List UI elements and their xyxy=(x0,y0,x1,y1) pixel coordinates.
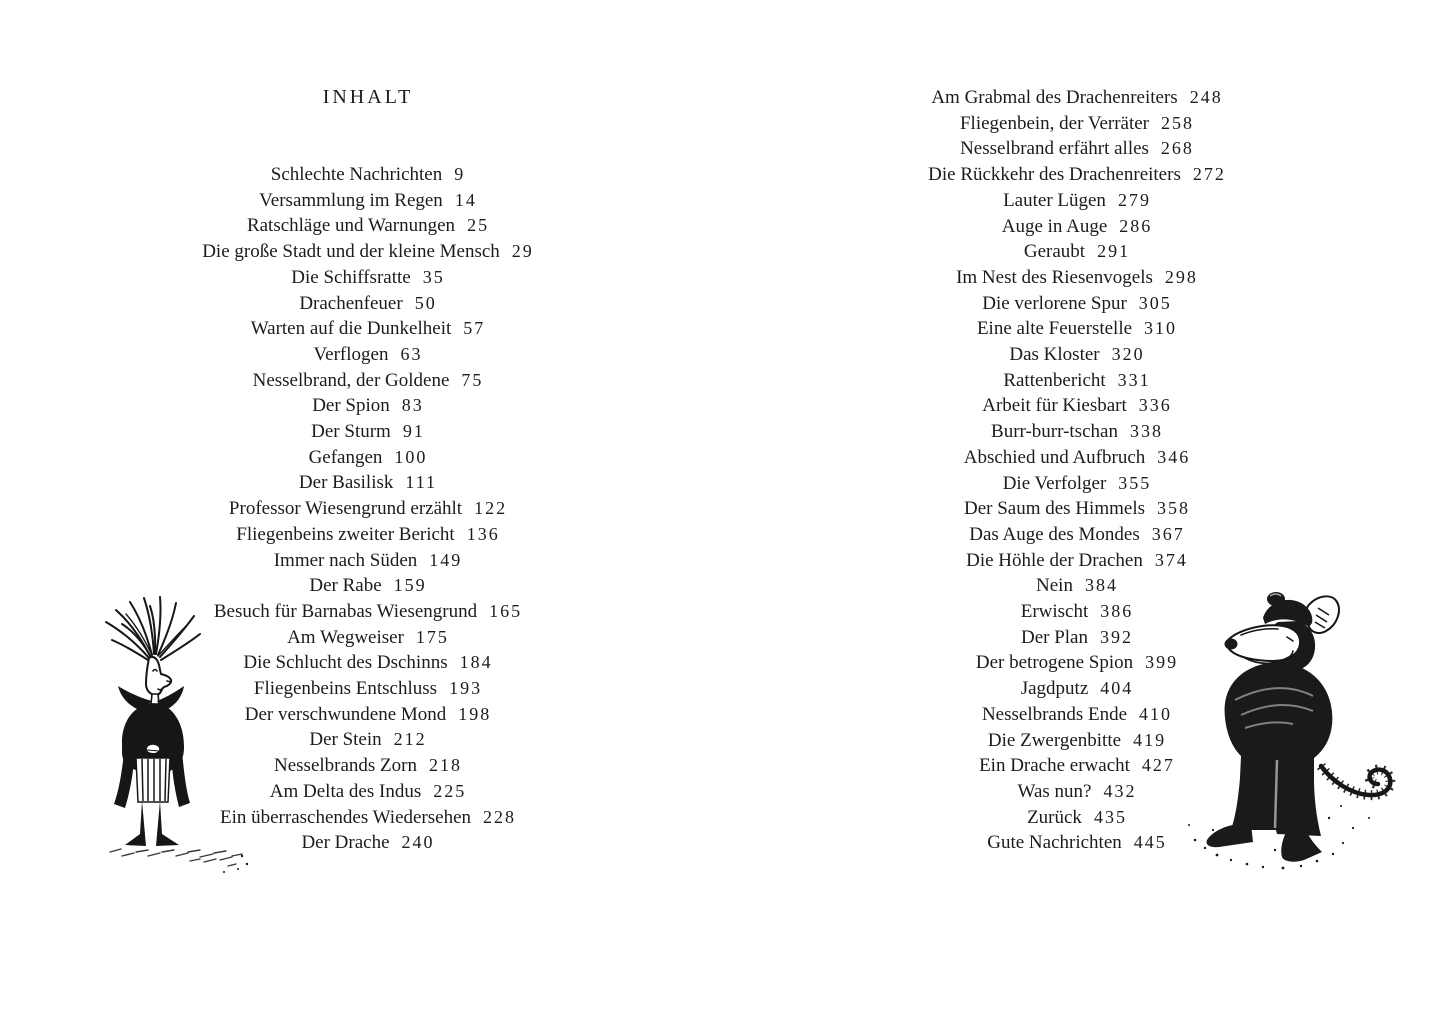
toc-entry xyxy=(68,419,668,445)
page-number: 367 xyxy=(1151,523,1185,544)
toc-entry xyxy=(777,291,1377,317)
page-number: 310 xyxy=(1144,318,1178,339)
page-number: 399 xyxy=(1145,652,1179,673)
chapter-title: Zurück xyxy=(1027,806,1082,828)
page-number: 248 xyxy=(1189,87,1223,107)
page-number: 9 xyxy=(454,164,466,184)
chapter-title: Die Schiffsratte xyxy=(291,266,411,288)
toc-entry xyxy=(777,548,1377,574)
toc-entry xyxy=(777,445,1377,471)
chapter-title: Gefangen xyxy=(308,446,383,468)
page-number: 212 xyxy=(393,729,427,750)
page-number: 384 xyxy=(1084,575,1118,596)
page-number: 392 xyxy=(1100,626,1133,647)
page-number: 427 xyxy=(1141,755,1175,776)
chapter-title: Warten auf die Dunkelheit xyxy=(250,318,452,340)
chapter-title: Fliegenbein, der Verräter xyxy=(959,112,1150,134)
page-number: 218 xyxy=(429,755,462,776)
toc-entry xyxy=(68,188,668,214)
page-number: 175 xyxy=(415,626,449,647)
page-number: 338 xyxy=(1129,421,1163,442)
toc-entry xyxy=(777,419,1377,445)
chapter-title: Gute Nachrichten xyxy=(987,832,1122,854)
page-number: 305 xyxy=(1138,292,1172,313)
chapter-title: Der Rabe xyxy=(309,575,382,597)
page-number: 111 xyxy=(405,472,438,493)
chapter-title: Der betrogene Spion xyxy=(975,652,1134,674)
page-number: 336 xyxy=(1138,395,1172,416)
chapter-title: Der Drache xyxy=(301,832,390,854)
chapter-title: Was nun? xyxy=(1017,780,1092,802)
boy-character-illustration xyxy=(92,594,254,879)
chapter-title: Auge in Auge xyxy=(1001,215,1108,237)
page-number: 291 xyxy=(1097,241,1131,262)
chapter-title: Besuch für Barnabas Wiesengrund xyxy=(213,600,478,622)
chapter-title: Professor Wiesengrund erzählt xyxy=(228,498,463,520)
page-number: 159 xyxy=(393,575,427,596)
toc-entry xyxy=(68,393,668,419)
page-number: 122 xyxy=(474,498,508,519)
chapter-title: Lauter Lügen xyxy=(1003,189,1106,211)
toc-entry xyxy=(68,342,668,368)
toc-entry xyxy=(68,548,668,574)
chapter-title: Abschied und Aufbruch xyxy=(963,446,1146,468)
toc-entry xyxy=(68,239,668,265)
page-number: 83 xyxy=(401,395,424,416)
chapter-title: Arbeit für Kiesbart xyxy=(982,395,1127,417)
page-number: 445 xyxy=(1133,832,1167,853)
chapter-title: Die Rückkehr des Drachenreiters xyxy=(928,164,1181,186)
page-number: 386 xyxy=(1100,601,1134,622)
boy-right-leg-boot xyxy=(156,801,179,846)
toc-entry xyxy=(777,496,1377,522)
page-number: 268 xyxy=(1160,138,1194,159)
chapter-title: Nein xyxy=(1036,575,1073,597)
toc-entry xyxy=(68,522,668,548)
boy-hair xyxy=(106,597,200,660)
page-number: 184 xyxy=(459,652,493,673)
chapter-title: Schlechte Nachrichten xyxy=(270,164,443,185)
chapter-title: Ratschläge und Warnungen xyxy=(246,215,456,237)
chapter-title: Der Spion xyxy=(312,395,390,417)
rat-left-boot xyxy=(1207,824,1253,847)
chapter-title: Am Delta des Indus xyxy=(269,780,422,802)
page-number: 14 xyxy=(454,189,477,210)
page-number: 435 xyxy=(1093,806,1127,827)
page-number: 149 xyxy=(429,549,463,570)
chapter-title: Nesselbrands Zorn xyxy=(274,755,417,777)
page-number: 198 xyxy=(458,703,492,724)
chapter-title: Am Grabmal des Drachenreiters xyxy=(931,87,1178,108)
page-number: 193 xyxy=(449,678,483,699)
toc-entry xyxy=(777,239,1377,265)
page-number: 374 xyxy=(1154,549,1188,570)
page-number: 355 xyxy=(1118,472,1152,493)
page-number: 346 xyxy=(1157,446,1191,467)
toc-entry xyxy=(777,136,1377,162)
toc-entry xyxy=(68,470,668,496)
toc-entry xyxy=(777,85,1377,111)
page-number: 25 xyxy=(467,215,490,236)
chapter-title: Am Wegweiser xyxy=(287,626,404,648)
page-number: 35 xyxy=(422,266,445,287)
page-number: 419 xyxy=(1133,729,1167,750)
toc-entry xyxy=(777,342,1377,368)
page-number: 258 xyxy=(1161,112,1195,133)
chapter-title: Erwischt xyxy=(1020,601,1089,623)
chapter-title: Der verschwundene Mond xyxy=(244,703,447,725)
page-number: 50 xyxy=(414,292,437,313)
chapter-title: Der Saum des Himmels xyxy=(963,498,1145,520)
chapter-title: Drachenfeuer xyxy=(299,292,403,314)
page-number: 165 xyxy=(489,600,523,621)
chapter-title: Ein Drache erwacht xyxy=(979,755,1130,777)
toc-entry xyxy=(68,291,668,317)
chapter-title: Der Stein xyxy=(309,729,382,751)
page-number: 75 xyxy=(461,369,484,390)
rat-nose xyxy=(1225,639,1238,650)
page-number: 91 xyxy=(402,421,425,442)
chapter-title: Der Basilisk xyxy=(298,472,394,494)
page-number: 404 xyxy=(1100,678,1134,699)
rat-tail xyxy=(1321,766,1390,795)
page-number: 29 xyxy=(511,241,534,262)
chapter-title: Die Zwergenbitte xyxy=(987,729,1122,751)
page-title: INHALT xyxy=(322,86,414,108)
chapter-title: Nesselbrand erfährt alles xyxy=(960,138,1149,160)
page-number: 286 xyxy=(1119,215,1153,236)
chapter-title: Versammlung im Regen xyxy=(259,189,443,211)
rat-character-illustration xyxy=(1183,578,1415,878)
chapter-title: Nesselbrands Ende xyxy=(981,703,1128,725)
toc-entry xyxy=(777,214,1377,240)
chapter-title: Die Verfolger xyxy=(1002,472,1107,494)
boy-ground-shadow xyxy=(110,849,242,866)
page-number: 320 xyxy=(1111,344,1145,365)
toc-entry xyxy=(777,111,1377,137)
chapter-title: Die Höhle der Drachen xyxy=(966,549,1143,571)
boy-neck xyxy=(151,694,159,704)
page-number: 228 xyxy=(483,806,517,827)
page-number: 410 xyxy=(1139,703,1173,724)
page-number: 358 xyxy=(1157,498,1190,519)
chapter-title: Fliegenbeins Entschluss xyxy=(253,678,438,700)
chapter-title: Nesselbrand, der Goldene xyxy=(252,369,450,391)
chapter-title: Ein überraschendes Wiedersehen xyxy=(219,806,472,828)
chapter-title: Die Schlucht des Dschinns xyxy=(243,652,448,674)
toc-entry xyxy=(777,522,1377,548)
toc-entry xyxy=(68,496,668,522)
boy-hands xyxy=(146,744,160,754)
page-number: 279 xyxy=(1117,189,1151,210)
toc-entry xyxy=(68,445,668,471)
chapter-title: Die große Stadt und der kleine Mensch xyxy=(202,241,500,263)
toc-entry xyxy=(68,368,668,394)
page-number: 298 xyxy=(1164,266,1198,287)
page-number: 225 xyxy=(433,780,467,801)
chapter-title: Der Plan xyxy=(1020,626,1088,648)
page-number: 100 xyxy=(394,446,428,467)
toc-entry xyxy=(68,213,668,239)
chapter-title: Eine alte Feuerstelle xyxy=(976,318,1133,340)
page-number: 136 xyxy=(466,523,500,544)
page-number: 272 xyxy=(1192,164,1226,185)
toc-entry xyxy=(777,393,1377,419)
toc-entry xyxy=(777,368,1377,394)
page-number: 57 xyxy=(463,318,486,339)
boy-left-leg-boot xyxy=(125,801,146,846)
chapter-title: Das Auge des Mondes xyxy=(969,523,1140,545)
chapter-title: Der Sturm xyxy=(311,421,391,443)
chapter-title: Im Nest des Riesenvogels xyxy=(956,266,1153,288)
chapter-title: Das Kloster xyxy=(1009,344,1100,366)
toc-entry xyxy=(777,265,1377,291)
toc-entry xyxy=(777,316,1377,342)
page-number: 432 xyxy=(1103,780,1137,801)
boy-coat-tail-right xyxy=(172,752,190,807)
rat-snout xyxy=(1227,625,1300,661)
boy-coat-tail-left xyxy=(114,752,134,808)
chapter-title: Rattenbericht xyxy=(1003,369,1106,391)
chapter-title: Die verlorene Spur xyxy=(982,292,1127,314)
page-number: 331 xyxy=(1117,369,1151,390)
chapter-title: Verflogen xyxy=(313,343,389,365)
toc-entry xyxy=(777,471,1377,497)
page-number: 240 xyxy=(401,832,435,853)
chapter-title: Jagdputz xyxy=(1020,678,1089,700)
page-number: 63 xyxy=(400,343,423,364)
chapter-title: Immer nach Süden xyxy=(273,549,418,571)
chapter-title: Burr-burr-tschan xyxy=(991,421,1118,443)
chapter-title: Fliegenbeins zweiter Bericht xyxy=(236,523,455,545)
toc-entry xyxy=(68,265,668,291)
toc-entry xyxy=(68,316,668,342)
toc-entry xyxy=(777,188,1377,214)
toc-entry xyxy=(777,162,1377,188)
toc-entry xyxy=(68,162,668,188)
chapter-title: Geraubt xyxy=(1023,241,1086,263)
